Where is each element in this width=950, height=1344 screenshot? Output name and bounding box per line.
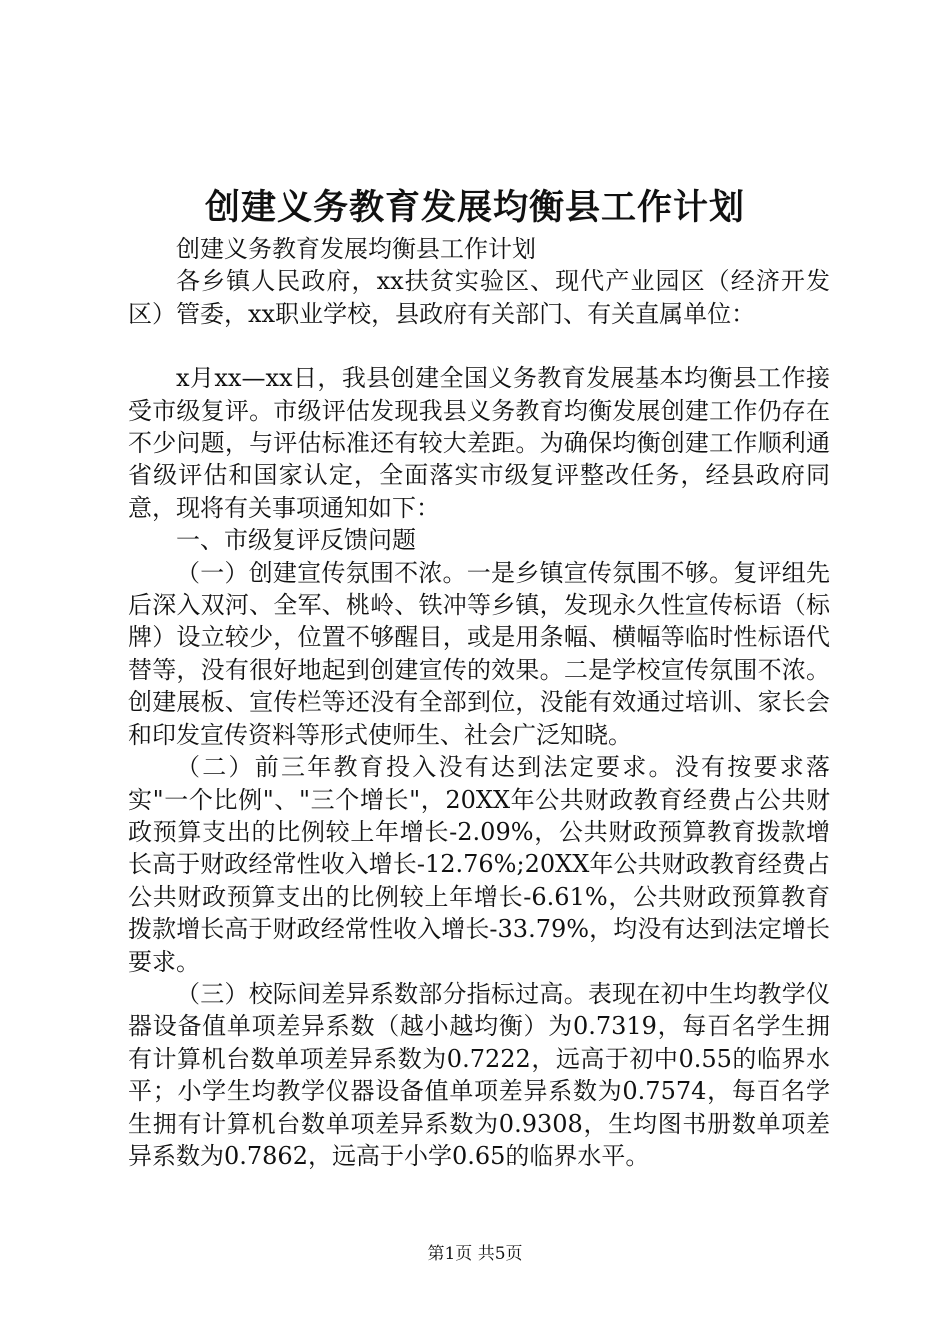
document-title: 创建义务教育发展均衡县工作计划 (204, 187, 745, 228)
issue-paragraph-3: （三）校际间差异系数部分指标过高。表现在初中生均教学仪器设备值单项差异系数（越小越均衡）为0.7319，每百名学生拥有计算机台数单项差异系数为0.7222，远高于初中0.55的临界水平；小学生均教学仪器设备值单项差异系数为0.7574，每百名学生拥有计算机台数单项差异系数为0.9308，生均图书册数单项差异系数为0.7862，远高于小学0.65的临界水平。 (128, 979, 830, 1170)
page-footer: 第1页 共5页 (427, 1244, 523, 1264)
issue-paragraph-2: （二）前三年教育投入没有达到法定要求。没有按要求落实"一个比例"、"三个增长"，20XX年公共财政教育经费占公共财政预算支出的比例较上年增长-2.09%，公共财政预算教育拨款增长高于财政经常性收入增长-12.76%;20XX年公共财政教育经费占公共财政预算支出的比例较上年增长-6.61%，公共财政预算教育拨款增长高于财政经常性收入增长-33.79%，均没有达到法定增长要求。 (128, 753, 830, 976)
document-subtitle: 创建义务教育发展均衡县工作计划 (176, 235, 536, 263)
paragraph-spacer (128, 330, 830, 362)
intro-paragraph: x月xx—xx日，我县创建全国义务教育发展基本均衡县工作接受市级复评。市级评估发现我县义务教育均衡发展创建工作仍存在不少问题，与评估标准还有较大差距。为确保均衡创建工作顺利通省级评估和国家认定，全面落实市级复评整改任务，经县政府同意，现将有关事项通知如下： (128, 364, 830, 522)
section-heading: 一、市级复评反馈问题 (176, 526, 416, 555)
addressee-paragraph: 各乡镇人民政府，xx扶贫实验区、现代产业园区（经济开发区）管委，xx职业学校，县政府有关部门、有关直属单位： (128, 267, 830, 328)
issue-paragraph-1: （一）创建宣传氛围不浓。一是乡镇宣传氛围不够。复评组先后深入双河、全军、桃岭、铁冲等乡镇，发现永久性宣传标语（标牌）设立较少，位置不够醒目，或是用条幅、横幅等临时性标语代替等，没有很好地起到创建宣传的效果。二是学校宣传氛围不浓。创建展板、宣传栏等还没有全部到位，没能有效通过培训、家长会和印发宣传资料等形式使师生、社会广泛知晓。 (128, 558, 830, 749)
document-body (128, 233, 830, 1172)
